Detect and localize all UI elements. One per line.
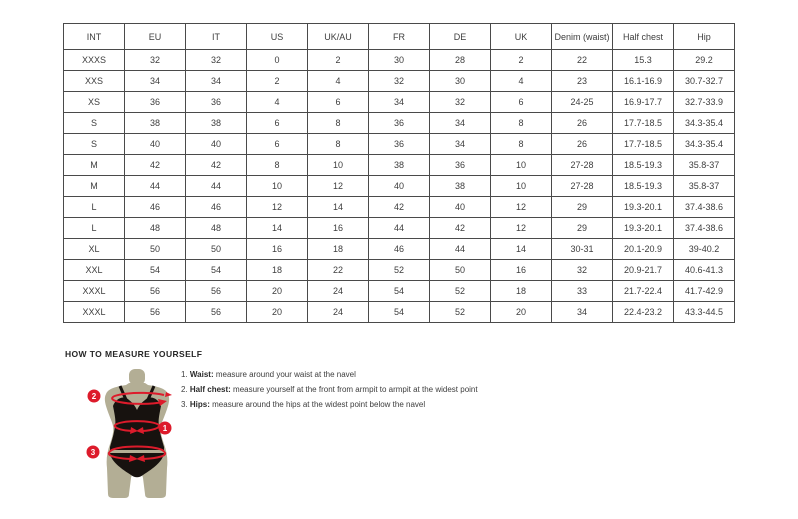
size-chart-cell: 14 — [308, 197, 369, 218]
size-chart-cell: 0 — [247, 50, 308, 71]
size-chart-cell: 2 — [247, 71, 308, 92]
size-chart-cell: 38 — [369, 155, 430, 176]
size-chart-cell: 20 — [247, 302, 308, 323]
size-chart-column-header: US — [247, 24, 308, 50]
size-chart-cell: 12 — [308, 176, 369, 197]
size-chart-row — [64, 50, 735, 71]
size-chart-cell: 52 — [430, 281, 491, 302]
size-chart-cell: 22 — [308, 260, 369, 281]
size-chart-row — [64, 239, 735, 260]
size-chart-cell: 6 — [247, 113, 308, 134]
size-chart-column-header: FR — [369, 24, 430, 50]
size-chart-cell: 16.1-16.9 — [613, 71, 674, 92]
size-chart-cell: 6 — [308, 92, 369, 113]
size-chart-cell: 50 — [125, 239, 186, 260]
size-chart-cell: M — [64, 176, 125, 197]
size-chart-cell: 6 — [247, 134, 308, 155]
size-chart-cell: L — [64, 218, 125, 239]
size-chart-cell: 10 — [491, 176, 552, 197]
size-chart-cell: 26 — [552, 113, 613, 134]
size-chart-cell: 8 — [247, 155, 308, 176]
size-chart-cell: 48 — [125, 218, 186, 239]
size-chart-row — [64, 176, 735, 197]
size-chart-cell: 27-28 — [552, 176, 613, 197]
size-chart-cell: 43.3-44.5 — [674, 302, 735, 323]
size-chart-cell: 10 — [491, 155, 552, 176]
size-chart-cell: 54 — [369, 302, 430, 323]
size-chart-cell: 34 — [369, 92, 430, 113]
size-chart-header-row — [64, 24, 735, 50]
size-chart-column-header: EU — [125, 24, 186, 50]
size-chart-row — [64, 281, 735, 302]
size-chart-cell: 18 — [308, 239, 369, 260]
size-chart-cell: 16 — [247, 239, 308, 260]
measure-heading: HOW TO MEASURE YOURSELF — [65, 349, 203, 359]
size-chart-cell: 4 — [247, 92, 308, 113]
size-chart-cell: 42 — [186, 155, 247, 176]
size-chart-cell: XXXS — [64, 50, 125, 71]
size-chart-cell: 50 — [430, 260, 491, 281]
size-chart-cell: 39-40.2 — [674, 239, 735, 260]
size-chart-cell: 36 — [430, 155, 491, 176]
measure-point-waist-badge — [159, 422, 172, 435]
size-chart-column-header: DE — [430, 24, 491, 50]
size-chart-cell: 38 — [186, 113, 247, 134]
size-chart-cell: 8 — [308, 113, 369, 134]
size-chart-cell: 32 — [369, 71, 430, 92]
size-chart-cell: 44 — [186, 176, 247, 197]
size-chart-cell: 16 — [491, 260, 552, 281]
size-chart-column-header: IT — [186, 24, 247, 50]
size-chart-cell: 12 — [491, 218, 552, 239]
size-chart-cell: 24 — [308, 302, 369, 323]
size-chart-cell: 19.3-20.1 — [613, 197, 674, 218]
size-chart-column-header: Hip — [674, 24, 735, 50]
waist-badge-number: 1 — [162, 424, 168, 433]
size-chart-cell: 42 — [369, 197, 430, 218]
size-chart-cell: 19.3-20.1 — [613, 218, 674, 239]
size-chart-cell: S — [64, 134, 125, 155]
size-chart-cell: 46 — [186, 197, 247, 218]
size-chart-cell: 50 — [186, 239, 247, 260]
size-chart-cell: 32 — [552, 260, 613, 281]
size-chart-cell: 16.9-17.7 — [613, 92, 674, 113]
measure-step: 2. Half chest: measure yourself at the front from armpit to armpit at the widest point — [181, 385, 478, 394]
size-chart-row — [64, 155, 735, 176]
size-chart-cell: 30.7-32.7 — [674, 71, 735, 92]
size-chart-cell: 18 — [491, 281, 552, 302]
size-chart-cell: 37.4-38.6 — [674, 197, 735, 218]
hips-badge-number: 3 — [90, 448, 96, 457]
size-chart-row — [64, 197, 735, 218]
size-chart-column-header: UK/AU — [308, 24, 369, 50]
size-chart-cell: 34 — [430, 134, 491, 155]
size-chart-cell: 44 — [430, 239, 491, 260]
size-chart-cell: 14 — [247, 218, 308, 239]
size-chart-cell: 12 — [247, 197, 308, 218]
size-chart-cell: 12 — [491, 197, 552, 218]
measure-step: 3. Hips: measure around the hips at the widest point below the navel — [181, 400, 426, 409]
size-chart-row — [64, 113, 735, 134]
measure-step-label: Waist: — [189, 370, 214, 379]
size-chart-table — [63, 23, 735, 323]
size-chart-cell: 18.5-19.3 — [613, 155, 674, 176]
size-chart-cell: 48 — [186, 218, 247, 239]
size-chart-cell: 22 — [552, 50, 613, 71]
size-chart-cell: 56 — [186, 281, 247, 302]
size-chart-cell: 30 — [369, 50, 430, 71]
size-chart-cell: 20.9-21.7 — [613, 260, 674, 281]
size-chart-column-header: Half chest — [613, 24, 674, 50]
size-chart-cell: 32 — [430, 92, 491, 113]
size-chart-cell: 40 — [430, 197, 491, 218]
size-chart-cell: 44 — [125, 176, 186, 197]
size-chart-cell: 16 — [308, 218, 369, 239]
size-chart-cell: 2 — [308, 50, 369, 71]
size-chart-cell: 34 — [186, 71, 247, 92]
size-chart-cell: 34.3-35.4 — [674, 113, 735, 134]
size-chart-row — [64, 302, 735, 323]
size-chart-cell: 8 — [308, 134, 369, 155]
size-chart-cell: 34 — [552, 302, 613, 323]
size-chart-cell: 2 — [491, 50, 552, 71]
size-chart-cell: 27-28 — [552, 155, 613, 176]
size-chart-cell: 40.6-41.3 — [674, 260, 735, 281]
size-chart-column-header: UK — [491, 24, 552, 50]
size-chart-cell: 24-25 — [552, 92, 613, 113]
size-chart-cell: 32 — [186, 50, 247, 71]
size-chart-cell: 10 — [247, 176, 308, 197]
size-chart-cell: 35.8-37 — [674, 176, 735, 197]
size-chart-cell: 18 — [247, 260, 308, 281]
size-chart-cell: 34 — [125, 71, 186, 92]
size-chart-cell: 29 — [552, 218, 613, 239]
size-chart-cell: 4 — [491, 71, 552, 92]
size-chart-cell: 17.7-18.5 — [613, 113, 674, 134]
size-chart-cell: XXXL — [64, 302, 125, 323]
size-chart-cell: 38 — [430, 176, 491, 197]
size-chart-cell: 56 — [125, 281, 186, 302]
size-chart-cell: 33 — [552, 281, 613, 302]
size-chart-row — [64, 260, 735, 281]
size-chart-cell: 56 — [125, 302, 186, 323]
size-chart-cell: 20 — [491, 302, 552, 323]
size-chart-cell: 20 — [247, 281, 308, 302]
size-chart-cell: 38 — [125, 113, 186, 134]
size-chart-cell: 8 — [491, 113, 552, 134]
size-chart-cell: 28 — [430, 50, 491, 71]
size-chart-cell: XXS — [64, 71, 125, 92]
size-chart-cell: 42 — [125, 155, 186, 176]
size-chart-cell: 40 — [186, 134, 247, 155]
size-chart-cell: 6 — [491, 92, 552, 113]
size-chart-cell: 32.7-33.9 — [674, 92, 735, 113]
size-chart-cell: XL — [64, 239, 125, 260]
size-chart-cell: 35.8-37 — [674, 155, 735, 176]
measure-step-label: Hips: — [189, 400, 210, 409]
size-chart-cell: 54 — [125, 260, 186, 281]
size-chart-row — [64, 92, 735, 113]
size-chart-cell: 23 — [552, 71, 613, 92]
size-chart-cell: 56 — [186, 302, 247, 323]
size-chart-cell: 29 — [552, 197, 613, 218]
size-chart-cell: 21.7-22.4 — [613, 281, 674, 302]
size-chart-column-header: INT — [64, 24, 125, 50]
size-chart-column-header: Denim (waist) — [552, 24, 613, 50]
size-chart-cell: 29.2 — [674, 50, 735, 71]
size-chart-cell: 42 — [430, 218, 491, 239]
size-chart-cell: 15.3 — [613, 50, 674, 71]
size-chart-cell: 54 — [369, 281, 430, 302]
size-chart-cell: 32 — [125, 50, 186, 71]
size-chart-cell: 30 — [430, 71, 491, 92]
size-chart-cell: 18.5-19.3 — [613, 176, 674, 197]
size-chart-cell: 46 — [369, 239, 430, 260]
size-chart-cell: 46 — [125, 197, 186, 218]
size-chart-cell: 22.4-23.2 — [613, 302, 674, 323]
size-chart-cell: 52 — [430, 302, 491, 323]
size-chart-cell: 52 — [369, 260, 430, 281]
size-chart-row — [64, 134, 735, 155]
size-chart-cell: 17.7-18.5 — [613, 134, 674, 155]
size-chart-cell: XXL — [64, 260, 125, 281]
measure-step: 1. Waist: measure around your waist at the navel — [181, 370, 356, 379]
size-chart-cell: XS — [64, 92, 125, 113]
size-chart-cell: 54 — [186, 260, 247, 281]
size-chart-row — [64, 71, 735, 92]
size-chart-cell: 36 — [369, 134, 430, 155]
measure-steps — [181, 367, 478, 412]
size-chart-cell: 37.4-38.6 — [674, 218, 735, 239]
size-chart-cell: 20.1-20.9 — [613, 239, 674, 260]
mannequin-illustration — [82, 366, 192, 502]
size-chart-cell: 26 — [552, 134, 613, 155]
size-chart-cell: 24 — [308, 281, 369, 302]
size-chart-body — [64, 50, 735, 323]
size-chart-cell: S — [64, 113, 125, 134]
size-chart-cell: 40 — [125, 134, 186, 155]
half-chest-badge-number: 2 — [91, 392, 97, 401]
size-chart-row — [64, 218, 735, 239]
size-chart-cell: 44 — [369, 218, 430, 239]
size-chart-cell: 14 — [491, 239, 552, 260]
size-chart-cell: XXXL — [64, 281, 125, 302]
measure-point-half-chest-badge — [88, 390, 101, 403]
measure-point-hips-badge — [87, 446, 100, 459]
size-chart-cell: M — [64, 155, 125, 176]
size-chart-cell: 34 — [430, 113, 491, 134]
size-chart-cell: 34.3-35.4 — [674, 134, 735, 155]
size-chart-cell: 4 — [308, 71, 369, 92]
size-chart-cell: 36 — [125, 92, 186, 113]
size-chart-cell: 8 — [491, 134, 552, 155]
size-chart-cell: 10 — [308, 155, 369, 176]
size-chart-cell: 41.7-42.9 — [674, 281, 735, 302]
size-chart-cell: 40 — [369, 176, 430, 197]
measure-step-label: Half chest: — [189, 385, 231, 394]
size-chart-cell: 30-31 — [552, 239, 613, 260]
size-chart-cell: L — [64, 197, 125, 218]
size-chart-cell: 36 — [186, 92, 247, 113]
size-chart-cell: 36 — [369, 113, 430, 134]
